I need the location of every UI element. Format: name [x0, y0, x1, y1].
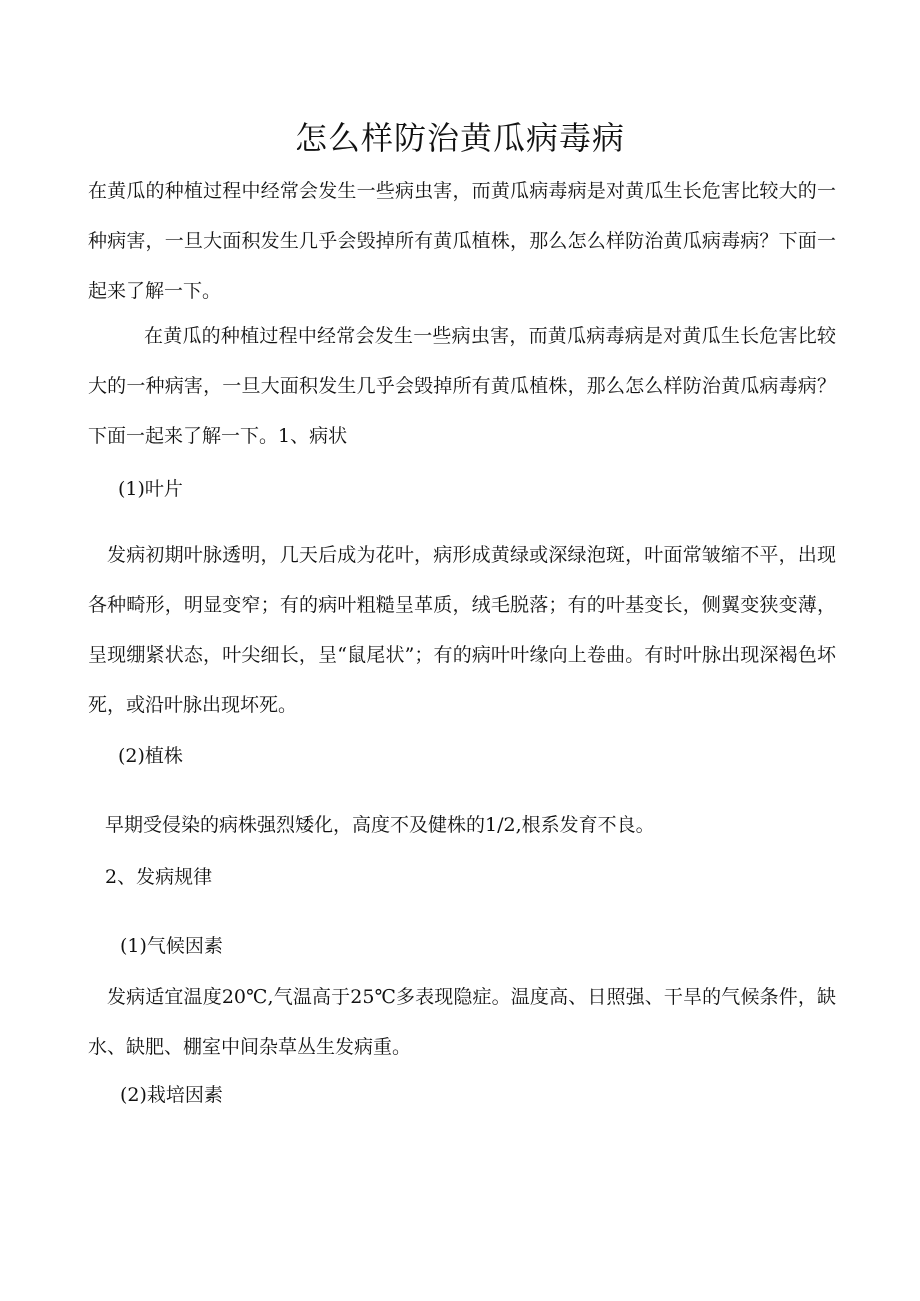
subheading-leaf: (1)叶片: [118, 478, 183, 500]
leaf-symptom-paragraph: 发病初期叶脉透明，几天后成为花叶，病形成黄绿或深绿泡斑，叶面常皱缩不平，出现各种畸形，明显变窄；有的病叶粗糙呈革质，绒毛脱落；有的叶基变长，侧翼变狭变薄，呈现绷紧状态，叶尖细长，呈“鼠尾状”；有的病叶叶缘向上卷曲。有时叶脉出现深褐色坏死，或沿叶脉出现坏死。: [88, 544, 836, 716]
subheading-plant: (2)植株: [118, 745, 183, 767]
subheading-climate: (1)气候因素: [120, 935, 223, 957]
intro-repeat-paragraph: 在黄瓜的种植过程中经常会发生一些病虫害，而黄瓜病毒病是对黄瓜生长危害比较大的一种病害，一旦大面积发生几乎会毁掉所有黄瓜植株，那么怎么样防治黄瓜病毒病？下面一起来了解一下。1、病状: [88, 325, 836, 447]
subheading-cultivation: (2)栽培因素: [120, 1084, 223, 1106]
climate-paragraph: 发病适宜温度20℃,气温高于25℃多表现隐症。温度高、日照强、干旱的气候条件，缺水、缺肥、棚室中间杂草丛生发病重。: [88, 986, 836, 1058]
plant-symptom-paragraph: 早期受侵染的病株强烈矮化，高度不及健株的1/2,根系发育不良。: [105, 814, 655, 836]
page-title: 怎么样防治黄瓜病毒病: [294, 119, 625, 157]
intro-paragraph: 在黄瓜的种植过程中经常会发生一些病虫害，而黄瓜病毒病是对黄瓜生长危害比较大的一种病害，一旦大面积发生几乎会毁掉所有黄瓜植株，那么怎么样防治黄瓜病毒病？下面一起来了解一下。: [88, 180, 836, 302]
section-heading-disease-pattern: 2、发病规律: [105, 866, 213, 888]
